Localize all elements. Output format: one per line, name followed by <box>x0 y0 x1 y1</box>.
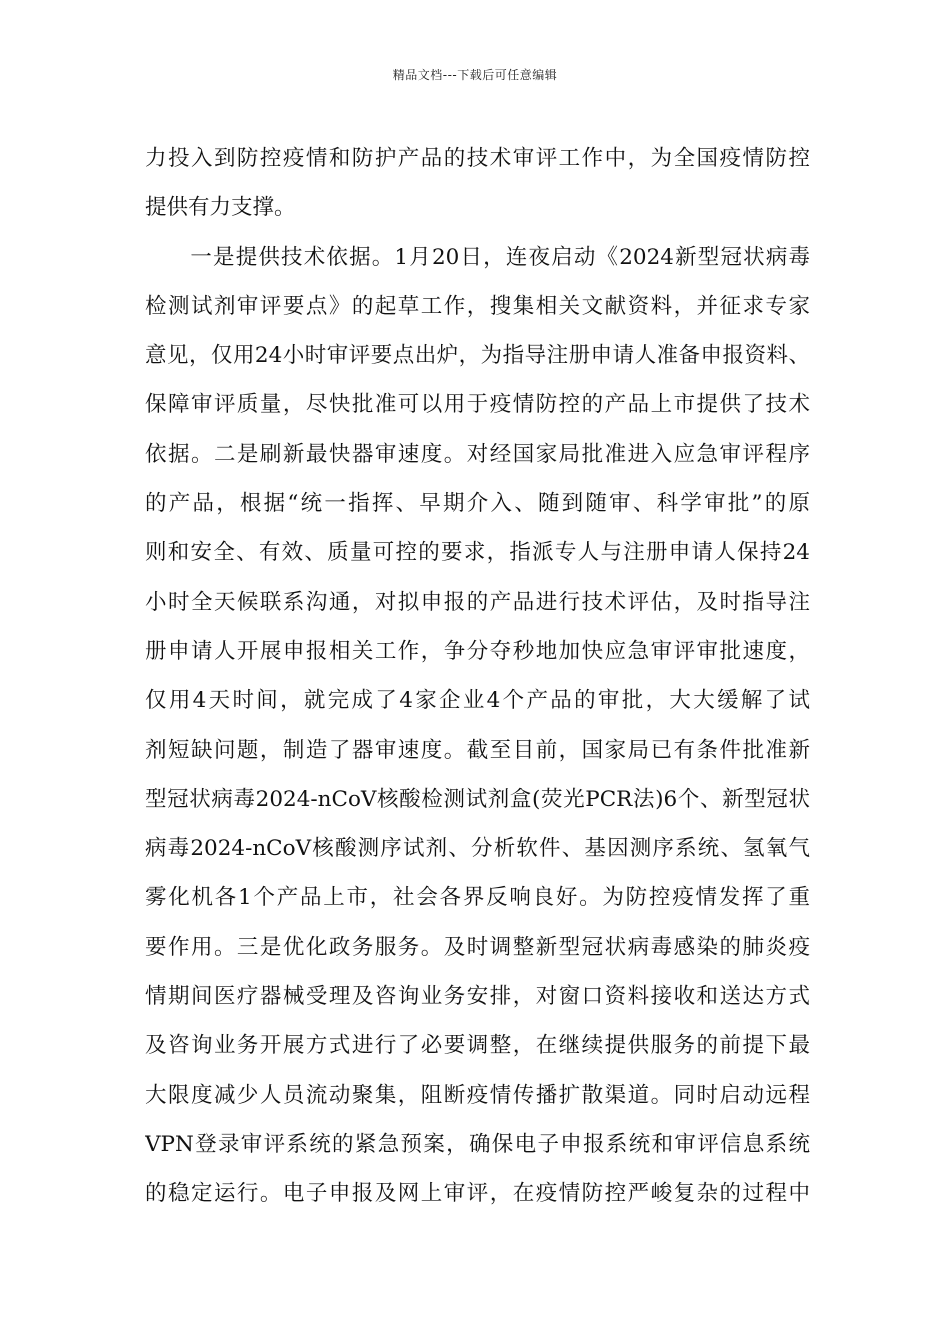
page-header: 精品文档---下载后可任意编辑 <box>392 68 558 82</box>
text-line: 提供有力支撑。 <box>145 195 296 221</box>
text-line: 情期间医疗器械受理及咨询业务安排，对窗口资料接收和送达方式 <box>145 984 810 1010</box>
text-line: 及咨询业务开展方式进行了必要调整，在继续提供服务的前提下最 <box>145 1033 810 1059</box>
text-line: 力投入到防控疫情和防护产品的技术审评工作中，为全国疫情防控 <box>145 146 810 171</box>
text-line: 则和安全、有效、质量可控的要求，指派专人与注册申请人保持24 <box>145 540 810 566</box>
text-line: 要作用。三是优化政务服务。及时调整新型冠状病毒感染的肺炎疫 <box>145 934 810 960</box>
text-line: 依据。二是刷新最快器审速度。对经国家局批准进入应急审评程序 <box>145 441 810 467</box>
text-line: 型冠状病毒2024-nCoV核酸检测试剂盒(荧光PCR法)6个、新型冠状 <box>145 786 810 812</box>
text-line: 册申请人开展申报相关工作，争分夺秒地加快应急审评审批速度， <box>145 638 810 664</box>
text-line: 意见，仅用24小时审评要点出炉，为指导注册申请人准备申报资料、 <box>145 343 810 369</box>
text-line: 病毒2024-nCoV核酸测序试剂、分析软件、基因测序系统、氢氧气 <box>145 836 810 862</box>
text-line: 剂短缺问题，制造了器审速度。截至目前，国家局已有条件批准新 <box>145 737 810 763</box>
text-line: 保障审评质量，尽快批准可以用于疫情防控的产品上市提供了技术 <box>145 392 810 418</box>
text-line: 小时全天候联系沟通，对拟申报的产品进行技术评估，及时指导注 <box>145 589 810 615</box>
text-line: 的稳定运行。电子申报及网上审评，在疫情防控严峻复杂的过程中 <box>145 1181 810 1207</box>
text-line: 大限度减少人员流动聚集，阻断疫情传播扩散渠道。同时启动远程 <box>145 1082 810 1108</box>
text-line: VPN登录审评系统的紧急预案，确保电子申报系统和审评信息系统 <box>145 1131 810 1157</box>
text-line: 的产品，根据“统一指挥、早期介入、随到随审、科学审批”的原 <box>145 491 810 517</box>
text-line: 雾化机各1个产品上市，社会各界反响良好。为防控疫情发挥了重 <box>145 885 810 911</box>
text-line: 检测试剂审评要点》的起草工作，搜集相关文献资料，并征求专家 <box>145 293 810 319</box>
text-line: 仅用4天时间，就完成了4家企业4个产品的审批，大大缓解了试 <box>145 688 810 714</box>
body-text <box>145 134 810 1219</box>
text-line: 一是提供技术依据。1月20日，连夜启动《2024新型冠状病毒 <box>145 244 810 270</box>
